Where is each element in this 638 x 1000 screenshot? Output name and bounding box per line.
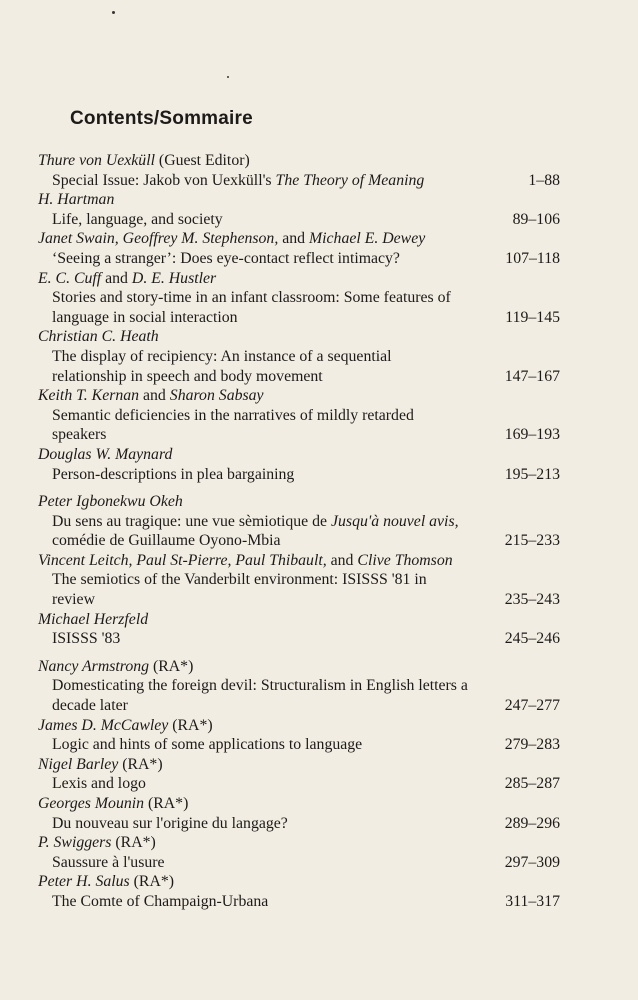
page-range: 147–167 — [504, 367, 560, 385]
entry-title-row — [38, 676, 560, 715]
title-text: The Theory of Meaning — [275, 171, 425, 189]
title-text: Saussure à l'usure — [52, 853, 165, 871]
author-name: Christian C. Heath — [38, 328, 159, 346]
title-text: ISISSS '83 — [52, 630, 121, 648]
toc-entry — [38, 151, 560, 190]
page-range: 195–213 — [504, 465, 560, 483]
author-name: Thure von Uexküll — [38, 152, 155, 169]
entry-title — [38, 406, 468, 445]
entry-authors — [38, 445, 560, 465]
entry-title — [38, 774, 468, 794]
entry-title-row — [38, 288, 560, 327]
entry-title — [38, 249, 468, 269]
title-text: Stories and story-time in an infant classroom: Some features of language in social interaction — [52, 289, 451, 326]
page-range: 235–243 — [504, 591, 560, 609]
entry-title-row — [38, 629, 560, 649]
author-name: H. Hartman — [38, 191, 115, 209]
page-title: Contents/Sommaire — [70, 108, 253, 129]
author-note: (Guest Editor) — [154, 152, 250, 169]
author-note: (RA*) — [111, 834, 156, 852]
entry-authors — [38, 716, 560, 736]
entry-title — [38, 570, 468, 609]
author-note: (RA*) — [149, 657, 194, 675]
title-text: Logic and hints of some applications to language — [52, 736, 363, 754]
entry-title-row — [38, 171, 560, 191]
author-name: Georges Mounin — [38, 795, 145, 812]
author-name: Vincent Leitch, Paul St-Pierre, Paul Thibault, — [38, 551, 327, 569]
toc-entry — [38, 551, 560, 610]
entry-authors — [38, 657, 560, 677]
page-range: 289–296 — [504, 814, 560, 832]
title-text: comédie de Guillaume Oyono-Mbia — [52, 532, 281, 550]
entry-authors — [38, 151, 560, 171]
entry-title-row — [38, 249, 560, 269]
entry-authors — [38, 610, 560, 630]
table-of-contents — [38, 151, 560, 912]
toc-entry — [38, 872, 560, 911]
entry-title-row — [38, 210, 560, 230]
entry-authors — [38, 551, 560, 571]
toc-entry — [38, 610, 560, 649]
author-name: Michael E. Dewey — [308, 230, 426, 248]
author-name: P. Swiggers — [38, 834, 112, 852]
toc-entry — [38, 716, 560, 755]
entry-authors — [38, 229, 560, 249]
entry-authors — [38, 755, 560, 775]
entry-title-row — [38, 892, 560, 912]
page-range: 89–106 — [512, 210, 560, 228]
title-text: Lexis and logo — [52, 775, 146, 793]
entry-title — [38, 171, 468, 191]
page-range: 169–193 — [504, 426, 560, 444]
entry-title — [38, 629, 468, 649]
entry-title-row — [38, 814, 560, 834]
page-range: 245–246 — [504, 630, 560, 648]
entry-title — [38, 735, 468, 755]
entry-authors — [38, 833, 560, 853]
entry-authors — [38, 190, 560, 210]
entry-title — [38, 853, 468, 873]
title-text: Special Issue: Jakob von Uexküll's — [52, 171, 276, 189]
toc-entry — [38, 657, 560, 716]
author-name: Nancy Armstrong — [38, 657, 150, 675]
toc-entry — [38, 229, 560, 268]
author-name: James D. McCawley — [38, 716, 169, 734]
author-name: Clive Thomson — [357, 551, 453, 569]
entry-title — [38, 512, 468, 551]
author-name: Janet Swain, Geoffrey M. Stephenson, — [38, 230, 279, 248]
title-text: Semantic deficiencies in the narratives of mildly retarded speakers — [52, 406, 414, 444]
ink-speck — [227, 76, 229, 78]
author-note: and — [139, 387, 170, 405]
title-text: The semiotics of the Vanderbilt environment: ISISSS '81 in review — [52, 571, 427, 609]
entry-title-row — [38, 347, 560, 386]
toc-entry — [38, 269, 560, 328]
author-note: (RA*) — [129, 873, 175, 891]
title-text: Person-descriptions in plea bargaining — [52, 465, 295, 483]
entry-authors — [38, 492, 560, 512]
entry-title — [38, 892, 468, 912]
entry-title-row — [38, 512, 560, 551]
author-note: and — [101, 269, 132, 287]
title-text: Jusqu'à nouvel avis, — [331, 512, 459, 530]
page-range: 311–317 — [505, 892, 560, 910]
entry-title — [38, 210, 468, 230]
author-name: Peter H. Salus — [38, 873, 130, 891]
entry-authors — [38, 386, 560, 406]
author-note: (RA*) — [144, 795, 189, 812]
author-note: and — [278, 230, 309, 248]
author-name: Douglas W. Maynard — [38, 445, 173, 463]
page-range: 215–233 — [504, 532, 560, 550]
entry-authors — [38, 872, 560, 892]
page-range: 285–287 — [504, 775, 560, 793]
toc-entry — [38, 833, 560, 872]
page-range: 119–145 — [505, 308, 560, 326]
toc-entry — [38, 755, 560, 794]
author-name: Keith T. Kernan — [38, 387, 140, 405]
entry-title — [38, 814, 468, 834]
entry-title — [38, 676, 468, 715]
entry-authors — [38, 327, 560, 347]
title-text: ‘Seeing a stranger’: Does eye-contact reflect intimacy? — [52, 249, 400, 267]
entry-authors — [38, 794, 560, 814]
entry-title — [38, 347, 468, 386]
title-text: The display of recipiency: An instance of a sequential relationship in speech and body movement — [52, 347, 392, 385]
entry-title — [38, 465, 468, 485]
entry-title-row — [38, 735, 560, 755]
author-note: and — [326, 551, 358, 569]
toc-entry — [38, 445, 560, 484]
toc-entry — [38, 492, 560, 551]
toc-entry — [38, 190, 560, 229]
author-name: Michael Herzfeld — [38, 610, 149, 628]
title-text: Du nouveau sur l'origine du langage? — [52, 814, 288, 832]
author-name: D. E. Hustler — [131, 269, 217, 287]
entry-title-row — [38, 570, 560, 609]
page-range: 279–283 — [504, 736, 560, 754]
entry-authors — [38, 269, 560, 289]
ink-speck — [112, 11, 115, 14]
author-name: Sharon Sabsay — [169, 387, 264, 405]
title-text: Life, language, and society — [52, 210, 223, 228]
author-name: E. C. Cuff — [38, 269, 102, 287]
toc-entry — [38, 386, 560, 445]
page-range: 107–118 — [505, 249, 560, 267]
title-text: The Comte of Champaign-Urbana — [52, 892, 269, 910]
author-note: (RA*) — [118, 755, 163, 773]
title-text: Domesticating the foreign devil: Structuralism in English letters a decade later — [52, 677, 468, 715]
toc-entry — [38, 327, 560, 386]
author-note: (RA*) — [168, 716, 213, 734]
entry-title-row — [38, 406, 560, 445]
entry-title — [38, 288, 468, 327]
title-text: Du sens au tragique: une vue sèmiotique de — [52, 512, 332, 530]
entry-title-row — [38, 465, 560, 485]
entry-title-row — [38, 853, 560, 873]
author-name: Peter Igbonekwu Okeh — [38, 493, 183, 511]
toc-entry — [38, 794, 560, 833]
page-range: 1–88 — [528, 171, 560, 189]
page-range: 297–309 — [504, 853, 560, 871]
author-name: Nigel Barley — [38, 755, 119, 773]
entry-title-row — [38, 774, 560, 794]
page-range: 247–277 — [504, 697, 560, 715]
